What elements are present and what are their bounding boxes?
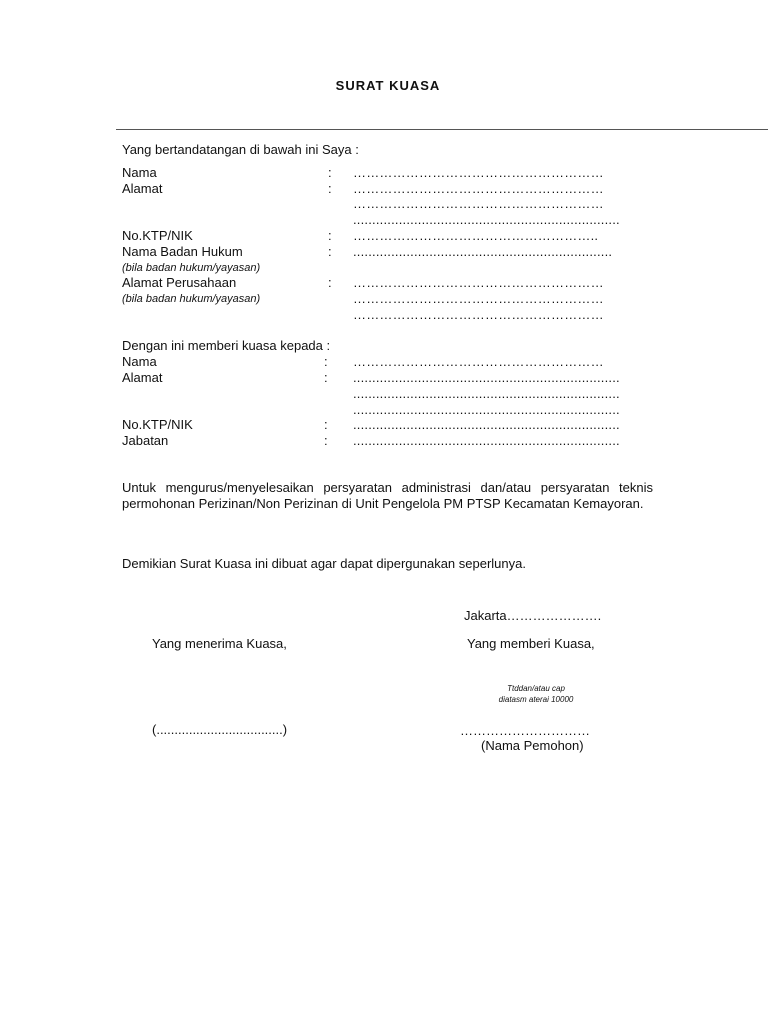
giver-signature-line[interactable]: ………………………… [460,723,590,738]
grantor-intro: Yang bertandatangan di bawah ini Saya : [122,142,359,157]
grantor-alamat-perusahaan-line-3[interactable]: ………………………………………………… [353,307,604,322]
grantee-alamat-label: Alamat [122,370,163,385]
grantee-nama-colon: : [324,354,328,369]
grantor-alamat-line-1[interactable]: ………………………………………………… [353,181,604,196]
grantee-nama-field[interactable]: ………………………………………………… [353,354,604,369]
grantor-alamat-line-3[interactable]: ...................................................................... [353,212,620,227]
grantor-alamat-perusahaan-line-2[interactable]: ………………………………………………… [353,291,604,306]
grantor-nama-colon: : [328,165,332,180]
place-date[interactable]: Jakarta…………………. [464,608,602,623]
grantor-ktp-field[interactable]: ……………………………………………….. [353,228,599,243]
stamp-note-line-2: diatasm aterai 10000 [498,695,574,704]
grantee-alamat-line-3[interactable]: ...................................................................... [353,402,620,417]
grantor-alamat-perusahaan-label: Alamat Perusahaan [122,275,237,290]
header-rule [116,129,768,130]
grantee-ktp-label: No.KTP/NIK [122,417,193,432]
stamp-note-line-1: Ttddan/atau cap [507,684,565,693]
grantee-jabatan-colon: : [324,433,328,448]
grantor-badan-hukum-colon: : [328,244,332,259]
grantor-ktp-label: No.KTP/NIK [122,228,193,243]
grantee-jabatan-label: Jabatan [122,433,169,448]
grantor-ktp-colon: : [328,228,332,243]
grantor-nama-label: Nama [122,165,157,180]
receiver-label: Yang menerima Kuasa, [152,636,287,651]
grantor-badan-hukum-note: (bila badan hukum/yayasan) [122,262,261,274]
grantee-ktp-field[interactable]: ...................................................................... [353,417,620,432]
receiver-signature-line[interactable]: (...................................) [152,722,288,737]
grantor-alamat-perusahaan-colon: : [328,275,332,290]
grantor-nama-field[interactable]: ………………………………………………… [353,165,604,180]
grantor-alamat-colon: : [328,181,332,196]
grantor-alamat-line-2[interactable]: ………………………………………………… [353,196,604,211]
grantee-alamat-line-1[interactable]: ...................................................................... [353,370,620,385]
grantee-alamat-line-2[interactable]: ...................................................................... [353,386,620,401]
grantor-badan-hukum-label: Nama Badan Hukum [122,244,243,259]
grantee-jabatan-field[interactable]: ...................................................................... [353,433,620,448]
giver-caption: (Nama Pemohon) [481,738,584,753]
closing-paragraph: Demikian Surat Kuasa ini dibuat agar dapat dipergunakan seperlunya. [122,556,526,571]
purpose-paragraph: Untuk mengurus/menyelesaikan persyaratan administrasi dan/atau persyaratan teknis permohonan Perizinan/Non Perizinan di Unit Pengelola PM PTSP Kecamatan Kemayoran. [122,480,653,511]
grantee-intro: Dengan ini memberi kuasa kepada : [122,338,331,353]
grantor-alamat-perusahaan-note: (bila badan hukum/yayasan) [122,293,261,305]
grantee-ktp-colon: : [324,417,328,432]
grantor-alamat-perusahaan-line-1[interactable]: ………………………………………………… [353,275,604,290]
grantee-nama-label: Nama [122,354,157,369]
grantor-alamat-label: Alamat [122,181,163,196]
giver-label: Yang memberi Kuasa, [467,636,595,651]
page-title: SURAT KUASA [335,78,441,93]
grantee-alamat-colon: : [324,370,328,385]
grantor-badan-hukum-field[interactable]: .................................................................... [353,244,613,259]
